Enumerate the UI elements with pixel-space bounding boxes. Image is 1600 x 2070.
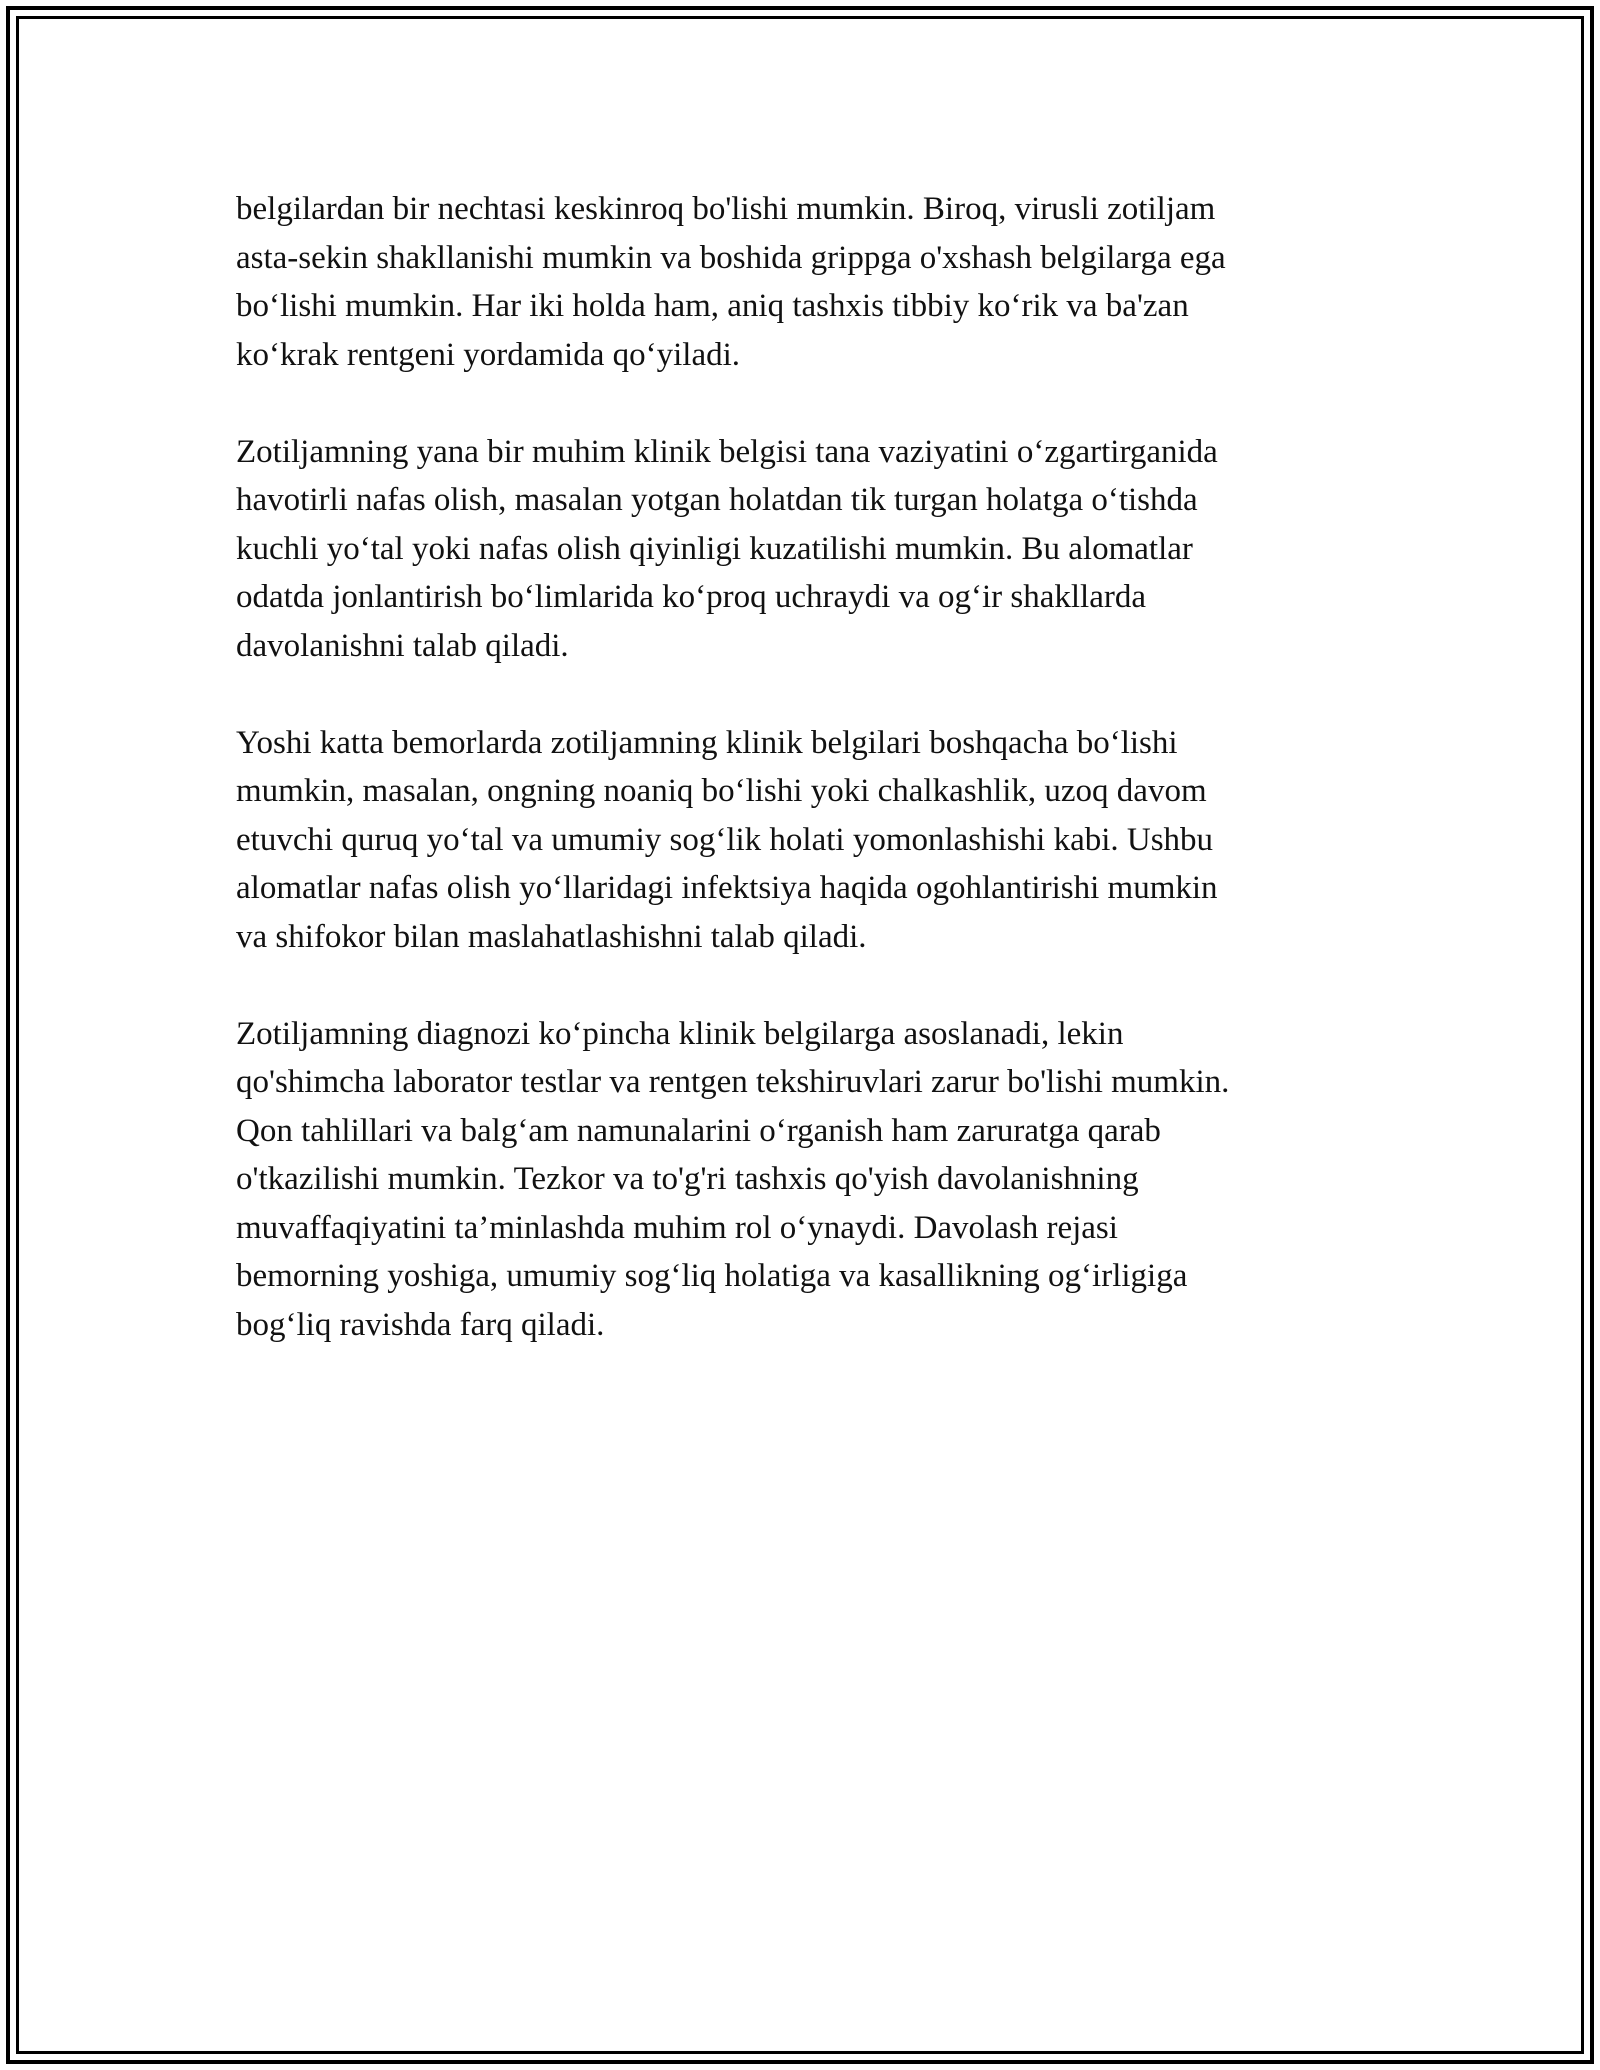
text-line: Zotiljamning diagnozi ko‘pincha klinik belgilarga asoslanadi, lekin [236,1015,1124,1052]
text-line: alomatlar nafas olish yo‘llaridagi infektsiya haqida ogohlantirishi mumkin [236,870,1218,906]
text-line: bog‘liq ravishda farq qiladi. [236,1306,605,1343]
text-line: asta-sekin shakllanishi mumkin va boshida grippga o'xshash belgilarga ega [236,239,1226,276]
text-line: belgilardan bir nechtasi keskinroq bo'lishi mumkin. Biroq, virusli zotiljam [236,191,1216,227]
text-line: o'tkazilishi mumkin. Tezkor va to'g'ri tashxis qo'yish davolanishning [236,1161,1139,1197]
paragraph-4 [236,1010,1386,1350]
text-line: odatda jonlantirish bo‘limlarida ko‘proq uchraydi va og‘ir shakllarda [236,579,1146,615]
text-line: kuchli yo‘tal yoki nafas olish qiyinligi kuzatilishi mumkin. Bu alomatlar [236,530,1193,567]
paragraph-3 [236,719,1386,962]
text-line: mumkin, masalan, ongning noaniq bo‘lishi yoki chalkashlik, uzoq davom [236,773,1207,809]
text-line: muvaffaqiyatini ta’minlashda muhim rol o‘ynaydi. Davolash rejasi [236,1209,1118,1246]
text-line: bo‘lishi mumkin. Har iki holda ham, aniq tashxis tibbiy ko‘rik va ba'zan [236,288,1189,324]
paragraph-1 [236,185,1386,379]
text-line: va shifokor bilan maslahatlashishni talab qiladi. [236,918,867,955]
text-line: havotirli nafas olish, masalan yotgan holatdan tik turgan holatga o‘tishda [236,482,1198,518]
text-line: Yoshi katta bemorlarda zotiljamning klinik belgilari boshqacha bo‘lishi [236,724,1178,761]
text-line: Qon tahlillari va balg‘am namunalarini o‘rganish ham zaruratga qarab [236,1112,1161,1149]
text-line: ko‘krak rentgeni yordamida qo‘yiladi. [236,336,741,373]
text-line: qo'shimcha laborator testlar va rentgen tekshiruvlari zarur bo'lishi mumkin. [236,1064,1230,1100]
text-line: bemorning yoshiga, umumiy sog‘liq holatiga va kasallikning og‘irligiga [236,1258,1188,1294]
text-line: davolanishni talab qiladi. [236,627,569,664]
text-line: Zotiljamning yana bir muhim klinik belgisi tana vaziyatini o‘zgartirganida [236,433,1218,470]
document-body [236,185,1386,1398]
text-line: etuvchi quruq yo‘tal va umumiy sog‘lik holati yomonlashishi kabi. Ushbu [236,821,1214,858]
paragraph-2 [236,428,1386,671]
